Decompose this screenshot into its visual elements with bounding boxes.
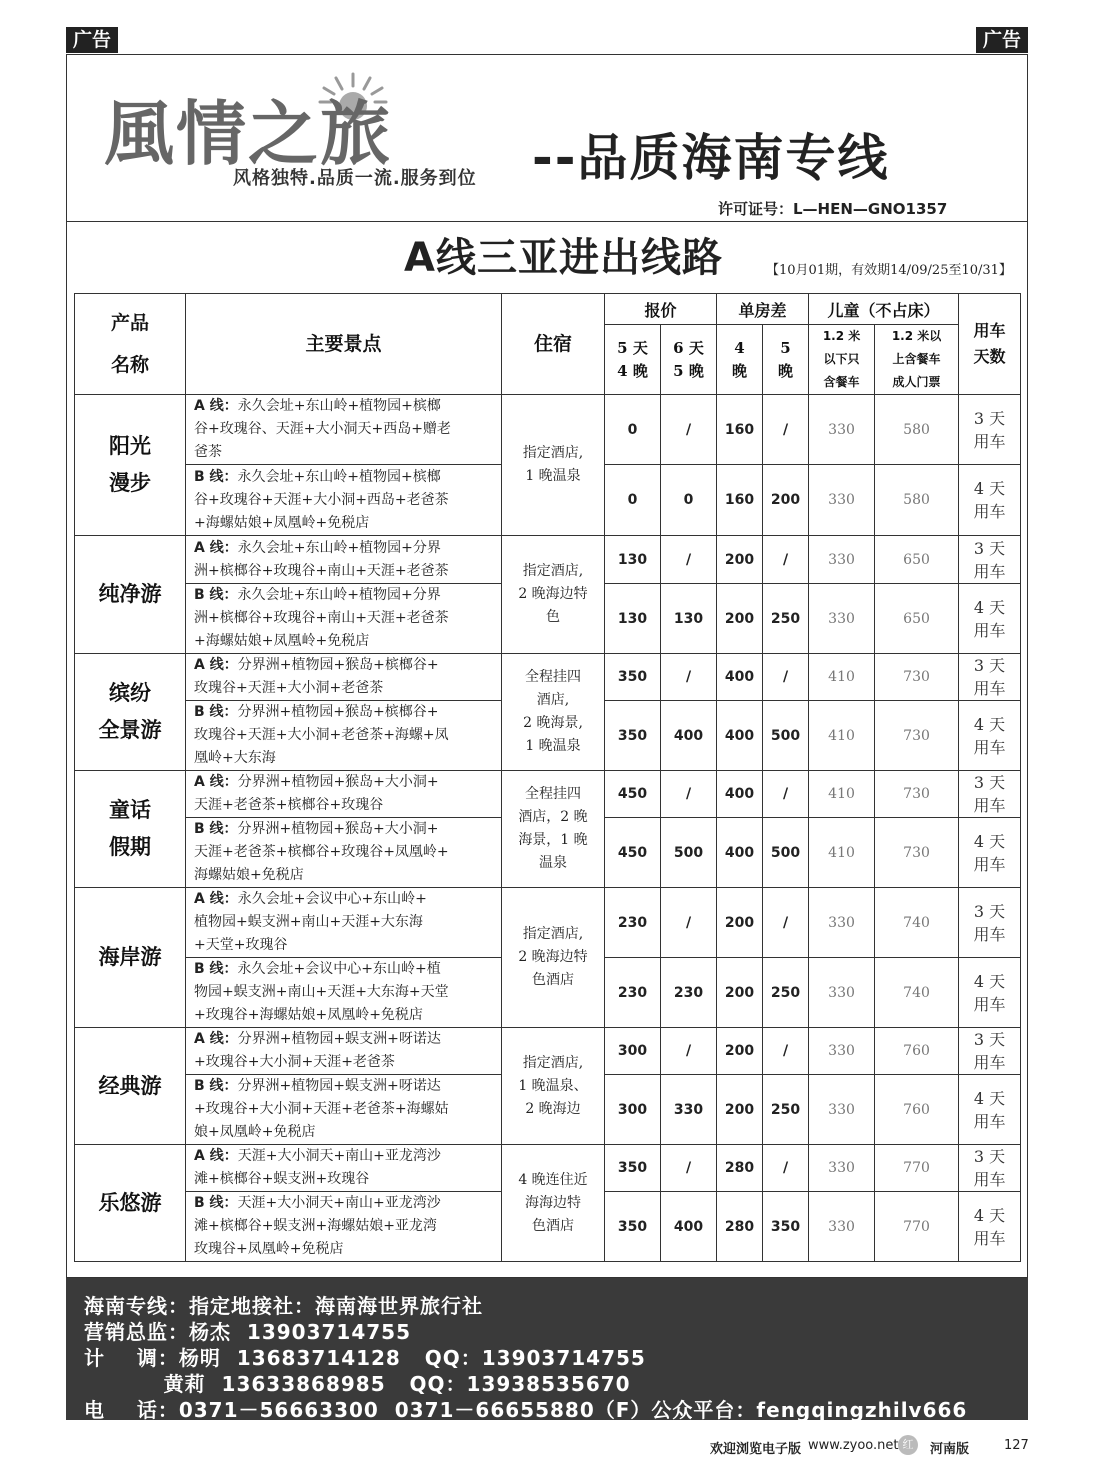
- price-p6: 0: [661, 465, 717, 536]
- car-days: 3 天 用车: [959, 1145, 1021, 1192]
- header-4n: 4 晚: [717, 325, 763, 395]
- car-days: 3 天 用车: [959, 1028, 1021, 1075]
- car-days: 4 天 用车: [959, 1075, 1021, 1145]
- sights-cell: A 线：永久会址+会议中心+东山岭+ 植物园+蜈支洲+南山+天涯+大东海 +天堂+玫瑰谷: [186, 888, 502, 958]
- product-name: 乐悠游: [75, 1145, 186, 1262]
- header-single-supplement: 单房差: [717, 294, 809, 325]
- table-row: [75, 888, 1021, 958]
- child-price-c2: 760: [875, 1075, 959, 1145]
- child-price-c2: 760: [875, 1028, 959, 1075]
- child-price-c2: 650: [875, 536, 959, 584]
- price-s5: 500: [763, 818, 809, 888]
- hotel-cell: 指定酒店, 2 晚海边特 色酒店: [502, 888, 605, 1028]
- price-s5: /: [763, 771, 809, 818]
- sights-cell: B 线：分界洲+植物园+蜈支洲+呀诺达 +玫瑰谷+大小洞+天涯+老爸茶+海螺姑 娘+凤凰岭+免税店: [186, 1075, 502, 1145]
- child-price-c1: 330: [809, 1145, 875, 1192]
- route-title: A线三亚进出线路: [404, 235, 723, 281]
- header-child-under-1-2m: 1.2 米 以下只 含餐车: [809, 325, 875, 395]
- contact-panel: [66, 1278, 1028, 1420]
- product-name: 阳光 漫步: [75, 395, 186, 536]
- sights-cell: B 线：永久会址+东山岭+植物园+分界 洲+槟榔谷+玫瑰谷+南山+天涯+老爸茶 +海螺姑娘+凤凰岭+免税店: [186, 584, 502, 654]
- sights-cell: B 线：永久会址+东山岭+植物园+槟榔 谷+玫瑰谷+天涯+大小洞+西岛+老爸茶 +海螺姑娘+凤凰岭+免税店: [186, 465, 502, 536]
- tour-price-table: [74, 293, 1021, 1262]
- footer-edition: 河南版: [930, 1442, 970, 1457]
- child-price-c1: 330: [809, 395, 875, 465]
- child-price-c2: 580: [875, 395, 959, 465]
- price-s4: 280: [717, 1192, 763, 1262]
- child-price-c1: 410: [809, 701, 875, 771]
- price-p5: 350: [605, 654, 661, 701]
- header-child-over-1-2m: 1.2 米以 上含餐车 成人门票: [875, 325, 959, 395]
- car-days: 3 天 用车: [959, 395, 1021, 465]
- header-6d5n: 6 天 5 晚: [661, 325, 717, 395]
- child-price-c2: 730: [875, 654, 959, 701]
- price-s4: 200: [717, 1075, 763, 1145]
- seal-icon: 红: [898, 1435, 918, 1455]
- hotel-cell: 指定酒店, 2 晚海边特 色: [502, 536, 605, 654]
- price-s4: 160: [717, 465, 763, 536]
- price-s5: /: [763, 888, 809, 958]
- price-p6: 400: [661, 701, 717, 771]
- page-number: 127: [1004, 1438, 1029, 1453]
- price-p5: 130: [605, 584, 661, 654]
- price-p6: 130: [661, 584, 717, 654]
- hotel-cell: 指定酒店, 1 晚温泉、 2 晚海边: [502, 1028, 605, 1145]
- price-s5: 200: [763, 465, 809, 536]
- product-name: 缤纷 全景游: [75, 654, 186, 771]
- contact-phone: 电 话：0371－56663300 0371－66655880（F）公众平台：fengqingzhilv666: [84, 1398, 968, 1422]
- price-p5: 300: [605, 1028, 661, 1075]
- price-p5: 350: [605, 701, 661, 771]
- price-s5: /: [763, 1145, 809, 1192]
- header-5n: 5 晚: [763, 325, 809, 395]
- sights-cell: B 线：永久会址+会议中心+东山岭+植 物园+蜈支洲+南山+天涯+大东海+天堂 +玫瑰谷+海螺姑娘+凤凰岭+免税店: [186, 958, 502, 1028]
- child-price-c1: 410: [809, 654, 875, 701]
- price-p5: 230: [605, 888, 661, 958]
- header-car-days: 用车 天数: [959, 294, 1021, 395]
- price-s5: 350: [763, 1192, 809, 1262]
- price-p6: 400: [661, 1192, 717, 1262]
- car-days: 4 天 用车: [959, 818, 1021, 888]
- price-p5: 0: [605, 395, 661, 465]
- footer-site[interactable]: www.zyoo.net: [808, 1438, 899, 1453]
- table-row: [75, 536, 1021, 584]
- sights-cell: A 线：分界洲+植物园+蜈支洲+呀诺达 +玫瑰谷+大小洞+天涯+老爸茶: [186, 1028, 502, 1075]
- product-name: 经典游: [75, 1028, 186, 1145]
- price-s5: /: [763, 536, 809, 584]
- price-s4: 280: [717, 1145, 763, 1192]
- child-price-c2: 740: [875, 958, 959, 1028]
- sights-cell: B 线：分界洲+植物园+猴岛+大小洞+ 天涯+老爸茶+槟榔谷+玫瑰谷+凤凰岭+ 海螺姑娘+免税店: [186, 818, 502, 888]
- child-price-c2: 730: [875, 818, 959, 888]
- price-s5: 250: [763, 584, 809, 654]
- price-s4: 200: [717, 536, 763, 584]
- child-price-c2: 730: [875, 701, 959, 771]
- price-s5: /: [763, 654, 809, 701]
- sights-cell: A 线：分界洲+植物园+猴岛+大小洞+ 天涯+老爸茶+槟榔谷+玫瑰谷: [186, 771, 502, 818]
- product-name: 童话 假期: [75, 771, 186, 888]
- price-s5: 500: [763, 701, 809, 771]
- price-p6: /: [661, 888, 717, 958]
- price-s5: /: [763, 395, 809, 465]
- sights-cell: A 线：永久会址+东山岭+植物园+分界 洲+槟榔谷+玫瑰谷+南山+天涯+老爸茶: [186, 536, 502, 584]
- price-s5: /: [763, 1028, 809, 1075]
- price-s4: 200: [717, 1028, 763, 1075]
- price-s4: 400: [717, 654, 763, 701]
- price-p6: /: [661, 395, 717, 465]
- price-p5: 350: [605, 1192, 661, 1262]
- child-price-c1: 330: [809, 536, 875, 584]
- car-days: 3 天 用车: [959, 536, 1021, 584]
- car-days: 4 天 用车: [959, 465, 1021, 536]
- child-price-c1: 330: [809, 584, 875, 654]
- child-price-c1: 330: [809, 888, 875, 958]
- price-p6: /: [661, 654, 717, 701]
- child-price-c1: 330: [809, 1192, 875, 1262]
- header-hotel: 住宿: [502, 294, 605, 395]
- car-days: 4 天 用车: [959, 1192, 1021, 1262]
- child-price-c2: 730: [875, 771, 959, 818]
- footer-welcome: 欢迎浏览电子版: [710, 1442, 802, 1457]
- price-s5: 250: [763, 958, 809, 1028]
- price-p5: 450: [605, 771, 661, 818]
- car-days: 4 天 用车: [959, 701, 1021, 771]
- header-divider: [66, 221, 1028, 222]
- header-price: 报价: [605, 294, 717, 325]
- car-days: 4 天 用车: [959, 584, 1021, 654]
- child-price-c1: 330: [809, 1075, 875, 1145]
- contact-agency: 海南专线：指定地接社：海南海世界旅行社: [84, 1294, 483, 1318]
- sights-cell: A 线：永久会址+东山岭+植物园+槟榔 谷+玫瑰谷、天涯+大小洞天+西岛+赠老 爸茶: [186, 395, 502, 465]
- price-p5: 130: [605, 536, 661, 584]
- price-s4: 400: [717, 818, 763, 888]
- child-price-c1: 330: [809, 465, 875, 536]
- child-price-c1: 330: [809, 958, 875, 1028]
- price-s4: 200: [717, 958, 763, 1028]
- headline: --品质海南专线: [532, 129, 890, 187]
- hotel-cell: 全程挂四 酒店，2 晚 海景，1 晚 温泉: [502, 771, 605, 888]
- hotel-cell: 4 晚连住近 海海边特 色酒店: [502, 1145, 605, 1262]
- price-s4: 400: [717, 701, 763, 771]
- license-number: 许可证号：L—HEN—GNO1357: [718, 200, 948, 218]
- child-price-c2: 650: [875, 584, 959, 654]
- hotel-cell: 指定酒店, 1 晚温泉: [502, 395, 605, 536]
- child-price-c1: 410: [809, 771, 875, 818]
- price-s4: 200: [717, 888, 763, 958]
- ad-tag-right: 广告: [976, 27, 1028, 53]
- price-s4: 200: [717, 584, 763, 654]
- ad-tag-left: 广告: [66, 27, 118, 53]
- price-p6: 330: [661, 1075, 717, 1145]
- table-row: [75, 1145, 1021, 1192]
- price-p5: 450: [605, 818, 661, 888]
- sights-cell: A 线：天涯+大小洞天+南山+亚龙湾沙 滩+槟榔谷+蜈支洲+玫瑰谷: [186, 1145, 502, 1192]
- price-s4: 160: [717, 395, 763, 465]
- price-p6: /: [661, 771, 717, 818]
- sights-cell: A 线：分界洲+植物园+猴岛+槟榔谷+ 玫瑰谷+天涯+大小洞+老爸茶: [186, 654, 502, 701]
- table-row: [75, 395, 1021, 465]
- car-days: 3 天 用车: [959, 771, 1021, 818]
- contact-planner-2: 黄莉 13633868985 QQ：13938535670: [84, 1372, 631, 1396]
- child-price-c1: 410: [809, 818, 875, 888]
- child-price-c2: 580: [875, 465, 959, 536]
- header-child: 儿童（不占床）: [809, 294, 959, 325]
- price-p5: 300: [605, 1075, 661, 1145]
- price-p6: /: [661, 536, 717, 584]
- brand-logo: 風情之旅: [104, 92, 392, 175]
- price-p5: 0: [605, 465, 661, 536]
- car-days: 3 天 用车: [959, 888, 1021, 958]
- hotel-cell: 全程挂四 酒店, 2 晚海景, 1 晚温泉: [502, 654, 605, 771]
- table-row: [75, 1028, 1021, 1075]
- car-days: 3 天 用车: [959, 654, 1021, 701]
- header-sights: 主要景点: [186, 294, 502, 395]
- price-p6: /: [661, 1028, 717, 1075]
- sights-cell: B 线：分界洲+植物园+猴岛+槟榔谷+ 玫瑰谷+天涯+大小洞+老爸茶+海螺+凤 凰岭+大东海: [186, 701, 502, 771]
- brand-slogan: 风格独特.品质一流.服务到位: [233, 168, 477, 189]
- price-p6: 230: [661, 958, 717, 1028]
- child-price-c1: 330: [809, 1028, 875, 1075]
- child-price-c2: 770: [875, 1192, 959, 1262]
- car-days: 4 天 用车: [959, 958, 1021, 1028]
- contact-director: 营销总监：杨杰 13903714755: [84, 1320, 412, 1344]
- price-p6: 500: [661, 818, 717, 888]
- price-p5: 350: [605, 1145, 661, 1192]
- price-s4: 400: [717, 771, 763, 818]
- product-name: 海岸游: [75, 888, 186, 1028]
- contact-planner-1: 计 调：杨明 13683714128 QQ：13903714755: [84, 1346, 646, 1370]
- sights-cell: B 线：天涯+大小洞天+南山+亚龙湾沙 滩+槟榔谷+蜈支洲+海螺姑娘+亚龙湾 玫瑰谷+凤凰岭+免税店: [186, 1192, 502, 1262]
- child-price-c2: 740: [875, 888, 959, 958]
- price-p6: /: [661, 1145, 717, 1192]
- header-5d4n: 5 天 4 晚: [605, 325, 661, 395]
- price-s5: 250: [763, 1075, 809, 1145]
- price-p5: 230: [605, 958, 661, 1028]
- table-row: [75, 654, 1021, 701]
- child-price-c2: 770: [875, 1145, 959, 1192]
- product-name: 纯净游: [75, 536, 186, 654]
- table-row: [75, 771, 1021, 818]
- validity-period: 【10月01期，有效期14/09/25至10/31】: [766, 263, 1012, 278]
- header-product: 产品 名称: [75, 294, 186, 395]
